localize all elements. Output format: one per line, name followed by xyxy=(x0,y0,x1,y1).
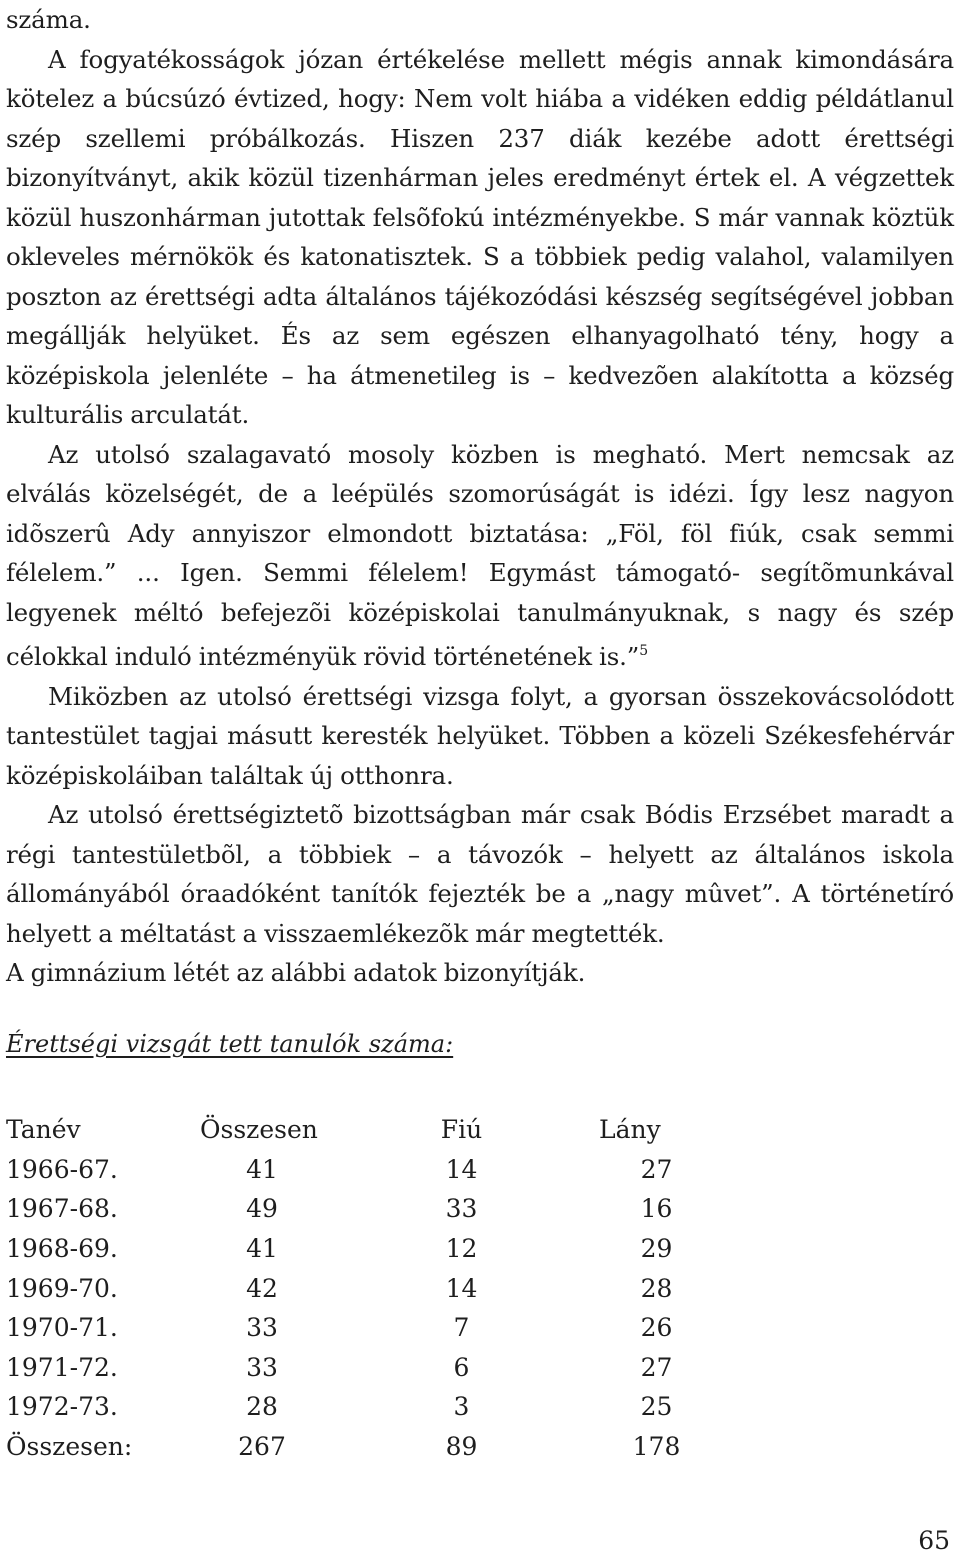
paragraph-5: A gimnázium létét az alábbi adatok bizonyítják. xyxy=(6,958,586,987)
table-caption: Érettségi vizsgát tett tanulók száma: xyxy=(6,1030,454,1058)
paragraph-3: Miközben az utolsó érettségi vizsga folyt, a gyorsan összekovácsolódott tantestület tagjai másutt keresték helyüket. Többen a közeli Székesfehérvár középiskoláiban találtak új otthonra. xyxy=(6,681,954,790)
table-row xyxy=(6,1189,714,1229)
cell-total: 41 xyxy=(246,1234,278,1264)
column-header-year: Tanév xyxy=(6,1115,81,1145)
cell-boys: 14 xyxy=(445,1154,478,1184)
cell-year: 1967-68. xyxy=(6,1194,118,1224)
cell-boys: 12 xyxy=(445,1234,478,1264)
table-row xyxy=(6,1387,714,1427)
table-header-row xyxy=(6,1110,714,1150)
paragraph-continuation: száma. xyxy=(6,5,91,34)
cell-boys: 14 xyxy=(445,1273,478,1303)
cell-year: 1966-67. xyxy=(6,1154,118,1184)
page-number: 65 xyxy=(918,1526,950,1555)
cell-girls: 16 xyxy=(640,1194,673,1224)
table-row xyxy=(6,1268,714,1308)
cell-total: 49 xyxy=(246,1194,278,1224)
paragraph-2 xyxy=(6,435,954,677)
cell-year: 1972-73. xyxy=(6,1392,118,1422)
column-header-girls: Lány xyxy=(599,1115,661,1145)
paragraph-2-text: Az utolsó szalagavató mosoly közben is megható. Mert nemcsak az elválás közelségét, de a leépülés szomorúságát is idézi. Így lesz nagyon idõszerû Ady annyiszor elmondott biztatása: „Föl, föl fiúk, csak semmi félelem.” ... Igen. Semmi félelem! Egymást támogató- segítõmunkával legyenek méltó befejezõi középiskolai tanulmányuknak, s nagy és szép célokkal induló intézményük rövid történetének is.” xyxy=(6,439,954,671)
cell-boys: 6 xyxy=(453,1352,470,1382)
cell-boys: 89 xyxy=(445,1432,478,1462)
cell-girls: 25 xyxy=(640,1392,673,1422)
graduates-table xyxy=(6,1110,714,1466)
cell-girls: 28 xyxy=(640,1273,673,1303)
cell-year: 1970-71. xyxy=(6,1313,118,1343)
cell-year: Összesen: xyxy=(6,1432,133,1462)
cell-boys: 3 xyxy=(453,1392,470,1422)
footnote-marker: 5 xyxy=(639,643,648,659)
paragraph-4: Az utolsó érettségiztetõ bizottságban már csak Bódis Erzsébet maradt a régi tantestületbõl, a többiek – a távozók – helyett az általános iskola állományából óraadóként tanítók fejezték be a „nagy mûvet”. A történetíró helyett a méltatást a visszaemlékezõk már megtették. xyxy=(6,800,954,948)
cell-girls: 178 xyxy=(632,1432,681,1462)
cell-girls: 26 xyxy=(640,1313,673,1343)
column-header-total: Összesen xyxy=(200,1115,318,1145)
table-row xyxy=(6,1348,714,1388)
cell-total: 42 xyxy=(246,1273,278,1303)
column-header-boys: Fiú xyxy=(440,1115,483,1145)
page-body xyxy=(6,0,954,993)
cell-girls: 29 xyxy=(640,1234,673,1264)
cell-total: 41 xyxy=(246,1154,278,1184)
cell-boys: 33 xyxy=(445,1194,478,1224)
cell-girls: 27 xyxy=(640,1352,673,1382)
table-row xyxy=(6,1308,714,1348)
cell-boys: 7 xyxy=(453,1313,470,1343)
cell-total: 33 xyxy=(246,1352,278,1382)
cell-total: 28 xyxy=(246,1392,278,1422)
table-row xyxy=(6,1150,714,1190)
cell-girls: 27 xyxy=(640,1154,673,1184)
cell-year: 1969-70. xyxy=(6,1273,118,1303)
table-row-total xyxy=(6,1427,714,1467)
cell-year: 1971-72. xyxy=(6,1352,118,1382)
cell-year: 1968-69. xyxy=(6,1234,118,1264)
paragraph-1: A fogyatékosságok józan értékelése mellett mégis annak kimondására kötelez a búcsúzó évtized, hogy: Nem volt hiába a vidéken eddig példátlanul szép szellemi próbálkozás. Hiszen 237 diák kezébe adott érettségi bizonyítványt, akik közül tizenhárman jeles eredményt értek el. A végzettek közül huszonhárman jutottak felsõfokú intézményekbe. S már vannak köztük okleveles mérnökök és katonatisztek. S a többiek pedig valahol, valamilyen poszton az érettségi adta általános tájékozódási készség segítségével jobban megállják helyüket. És az sem egészen elhanyagolható tény, hogy a középiskola jelenléte – ha átmenetileg is – kedvezõen alakította a község kulturális arculatát. xyxy=(6,44,954,429)
cell-total: 33 xyxy=(246,1313,278,1343)
cell-total: 267 xyxy=(238,1432,286,1462)
table-row xyxy=(6,1229,714,1269)
